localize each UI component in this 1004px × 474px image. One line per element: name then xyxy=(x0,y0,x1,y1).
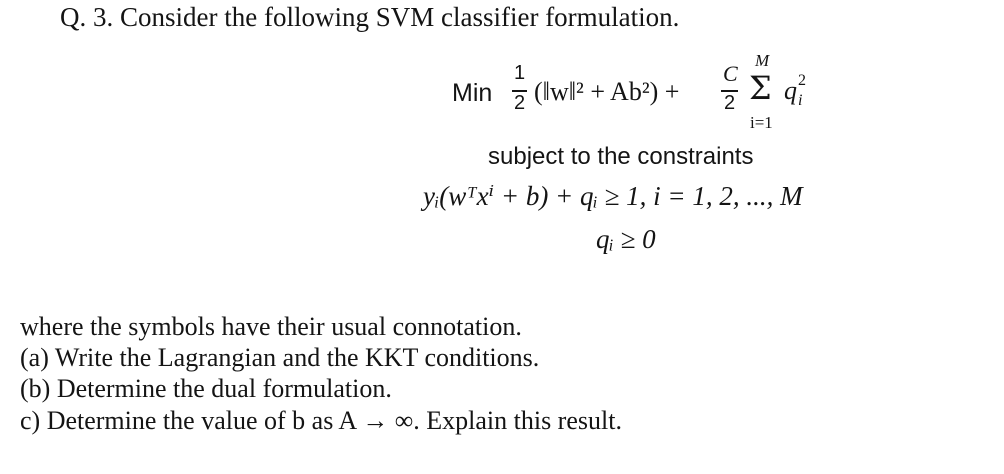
summand-base: q xyxy=(784,76,797,105)
part-a: (a) Write the Lagrangian and the KKT conditions. xyxy=(20,343,540,372)
part-c: c) Determine the value of b as A → ∞. Explain this result. xyxy=(20,406,622,435)
sum-lower-limit: i=1 xyxy=(750,113,773,132)
norm-term: (‖w‖² + Ab²) + xyxy=(534,77,680,106)
constraint-nonnegative: qᵢ ≥ 0 xyxy=(596,224,656,254)
objective-function xyxy=(452,52,832,147)
summand-subscript: i xyxy=(798,92,803,109)
sum-symbol: Σ xyxy=(749,69,772,107)
question-title: Q. 3. Consider the following SVM classifier formulation. xyxy=(60,2,680,32)
c-denominator: 2 xyxy=(724,92,736,114)
summand-exponent: 2 xyxy=(798,72,806,89)
min-label: Min xyxy=(452,79,493,107)
half-numerator: 1 xyxy=(514,62,526,84)
where-statement: where the symbols have their usual connotation. xyxy=(20,312,522,341)
part-b: (b) Determine the dual formulation. xyxy=(20,374,392,403)
c-numerator: C xyxy=(723,61,738,86)
sum-upper-limit: M xyxy=(755,51,770,70)
half-denominator: 2 xyxy=(514,92,526,114)
constraint-margin: yᵢ(wᵀxⁱ + b) + qᵢ ≥ 1, i = 1, 2, ..., M xyxy=(423,181,803,211)
subject-to-label: subject to the constraints xyxy=(488,143,754,170)
